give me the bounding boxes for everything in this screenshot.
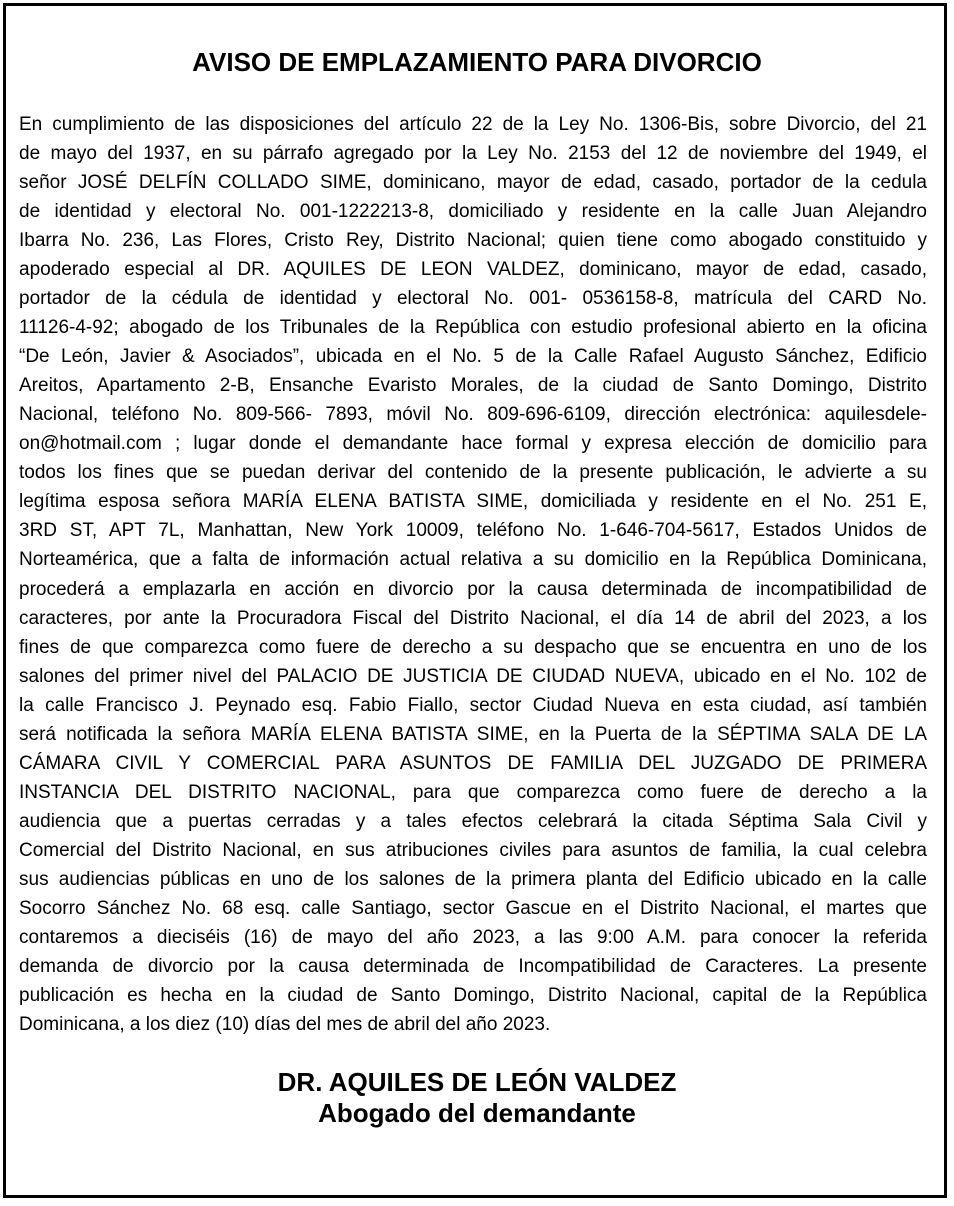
- body-line: Areitos, Apartamento 2-B, Ensanche Evaristo Morales, de la ciudad de Santo Domingo, Distrito: [19, 375, 927, 397]
- body-line: todos los fines que se puedan derivar del contenido de la presente publicación, le advierte a su: [19, 462, 927, 484]
- body-line: Norteamérica, que a falta de información actual relativa a su domicilio en la República Dominicana,: [19, 549, 927, 571]
- body-line: CÁMARA CIVIL Y COMERCIAL PARA ASUNTOS DE FAMILIA DEL JUZGADO DE PRIMERA: [19, 752, 927, 774]
- signature-name: DR. AQUILES DE LEÓN VALDEZ: [277, 1067, 677, 1097]
- body-line: salones del primer nivel del PALACIO DE JUSTICIA DE CIUDAD NUEVA, ubicado en el No. 102 de: [19, 665, 927, 687]
- notice-title: AVISO DE EMPLAZAMIENTO PARA DIVORCIO: [192, 47, 762, 77]
- body-line: legítima esposa señora MARÍA ELENA BATISTA SIME, domiciliada y residente en el No. 251 E,: [19, 491, 927, 513]
- body-line: “De León, Javier & Asociados”, ubicada en el No. 5 de la Calle Rafael Augusto Sánchez, Edificio: [19, 346, 927, 368]
- body-line: audiencia que a puertas cerradas y a tales efectos celebrará la citada Séptima Sala Civil y: [19, 810, 927, 832]
- body-line: señor JOSÉ DELFÍN COLLADO SIME, dominicano, mayor de edad, casado, portador de la cedula: [19, 172, 927, 194]
- body-line: de mayo del 1937, en su párrafo agregado por la Ley No. 2153 del 12 de noviembre del 1949, el: [19, 143, 927, 165]
- body-line: Ibarra No. 236, Las Flores, Cristo Rey, Distrito Nacional; quien tiene como abogado constituido y: [19, 230, 927, 252]
- signature-role: Abogado del demandante: [318, 1098, 636, 1128]
- body-line: contaremos a dieciséis (16) de mayo del año 2023, a las 9:00 A.M. para conocer la referida: [19, 926, 927, 948]
- body-line: fines de que comparezca como fuere de derecho a su despacho que se encuentra en uno de los: [19, 636, 927, 658]
- body-line: caracteres, por ante la Procuradora Fiscal del Distrito Nacional, el día 14 de abril del 2023, a los: [19, 607, 927, 629]
- body-line: publicación es hecha en la ciudad de Santo Domingo, Distrito Nacional, capital de la República: [19, 984, 927, 1006]
- body-line: 11126-4-92; abogado de los Tribunales de la República con estudio profesional abierto en la oficina: [19, 317, 927, 339]
- signature-block: [0, 1067, 954, 1129]
- body-line: procederá a emplazarla en acción en divorcio por la causa determinada de incompatibilidad de: [19, 578, 927, 600]
- body-line: INSTANCIA DEL DISTRITO NACIONAL, para que comparezca como fuere de derecho a la: [19, 781, 927, 803]
- body-line: será notificada la señora MARÍA ELENA BATISTA SIME, en la Puerta de la SÉPTIMA SALA DE LA: [19, 723, 927, 745]
- body-line: apoderado especial al DR. AQUILES DE LEON VALDEZ, dominicano, mayor de edad, casado,: [19, 259, 927, 281]
- body-line: demanda de divorcio por la causa determinada de Incompatibilidad de Caracteres. La presente: [19, 955, 927, 977]
- body-line: Nacional, teléfono No. 809-566- 7893, móvil No. 809-696-6109, dirección electrónica: aquilesdele-: [19, 404, 927, 426]
- body-line: sus audiencias públicas en uno de los salones de la primera planta del Edificio ubicado en la calle: [19, 868, 927, 890]
- body-line: Dominicana, a los diez (10) días del mes de abril del año 2023.: [19, 1013, 551, 1035]
- body-line: En cumplimiento de las disposiciones del artículo 22 de la Ley No. 1306-Bis, sobre Divorcio, del 21: [19, 114, 927, 135]
- body-line: 3RD ST, APT 7L, Manhattan, New York 10009, teléfono No. 1-646-704-5617, Estados Unidos de: [19, 520, 927, 542]
- body-line: Socorro Sánchez No. 68 esq. calle Santiago, sector Gascue en el Distrito Nacional, el martes que: [19, 897, 927, 919]
- body-line: Comercial del Distrito Nacional, en sus atribuciones civiles para asuntos de familia, la cual celebra: [19, 839, 927, 861]
- notice-body: [19, 110, 927, 1039]
- body-line: la calle Francisco J. Peynado esq. Fabio Fiallo, sector Ciudad Nueva en esta ciudad, así también: [19, 694, 927, 716]
- body-line: on@hotmail.com ; lugar donde el demandante hace formal y expresa elección de domicilio para: [19, 433, 927, 455]
- body-line: de identidad y electoral No. 001-1222213-8, domiciliado y residente en la calle Juan Alejandro: [19, 201, 927, 223]
- body-line: portador de la cédula de identidad y electoral No. 001- 0536158-8, matrícula del CARD No.: [19, 288, 927, 310]
